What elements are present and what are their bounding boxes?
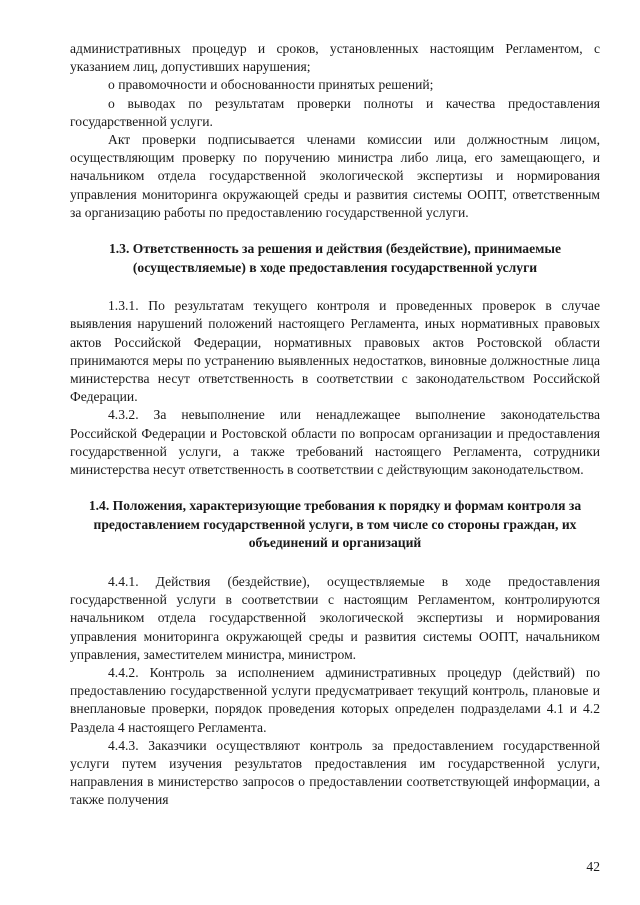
intro-paragraph-1: административных процедур и сроков, установленных настоящим Регламентом, с указанием лиц, допустивших нарушения; bbox=[70, 41, 600, 75]
section-heading-1-4: 1.4. Положения, характеризующие требования к порядку и формам контроля за предоставлением государственной услуги, в том числе со стороны граждан, их объединений и организаций bbox=[88, 498, 582, 551]
section-heading-1-3: 1.3. Ответственность за решения и действия (бездействие), принимаемые (осуществляемые) в ходе предоставления государственной услуги bbox=[108, 241, 562, 275]
intro-paragraph-2: о правомочности и обоснованности принятых решений; bbox=[108, 77, 434, 93]
section-1-3-paragraph-1: 1.3.1. По результатам текущего контроля и проведенных проверок в случае выявления нарушений положений настоящего Регламента, иных нормативных правовых актов Российской Федерации, нормативных правовых актов Ростовской области принимаются меры по устранению выявленных недостатков, виновные должностные лица министерства несут ответственность в соответствии с законодательством Российской Федерации. bbox=[70, 298, 600, 405]
spacer bbox=[70, 222, 600, 240]
spacer bbox=[70, 277, 600, 297]
spacer bbox=[70, 479, 600, 497]
intro-paragraph-3: о выводах по результатам проверки полноты и качества предоставления государственной услуги. bbox=[70, 95, 600, 129]
section-1-4-paragraph-3: 4.4.3. Заказчики осуществляют контроль за предоставлением государственной услуги путем изучения результатов предоставления им государственной услуги, направления в министерство запросов о предоставлении соответствующей информации, а также получения bbox=[70, 737, 600, 808]
section-1-4-paragraph-2: 4.4.2. Контроль за исполнением административных процедур (действий) по предоставлению государственной услуги предусматривает текущий контроль, плановые и внеплановые проверки, порядок проведения которых определен подразделами 4.1 и 4.2 Раздела 4 настоящего Регламента. bbox=[70, 665, 600, 735]
spacer bbox=[70, 553, 600, 573]
page-number: 42 bbox=[586, 859, 600, 874]
section-1-4-paragraph-1: 4.4.1. Действия (бездействие), осуществляемые в ходе предоставления государственной услуги в соответствии с настоящим Регламентом, контролируются начальником отдела государственной экологической экспертизы и нормирования управления мониторинга окружающей среды и развития системы ООПТ, начальником управления, заместителем министра, министром. bbox=[70, 574, 600, 662]
section-1-3-paragraph-2: 4.3.2. За невыполнение или ненадлежащее выполнение законодательства Российской Федерации и Ростовской области по вопросам организации и предоставления государственной услуги, а также требований настоящего Регламента, сотрудники министерства несут ответственность в соответствии с действующим законодательством. bbox=[70, 407, 600, 478]
intro-paragraph-4: Акт проверки подписывается членами комиссии или должностным лицом, осуществляющим проверку по поручению министра либо лица, его замещающего, и начальником отдела государственной экологической экспертизы и нормирования управления мониторинга окружающей среды и развития системы ООПТ, ответственным за организацию работы по предоставлению государственной услуги. bbox=[70, 132, 600, 220]
